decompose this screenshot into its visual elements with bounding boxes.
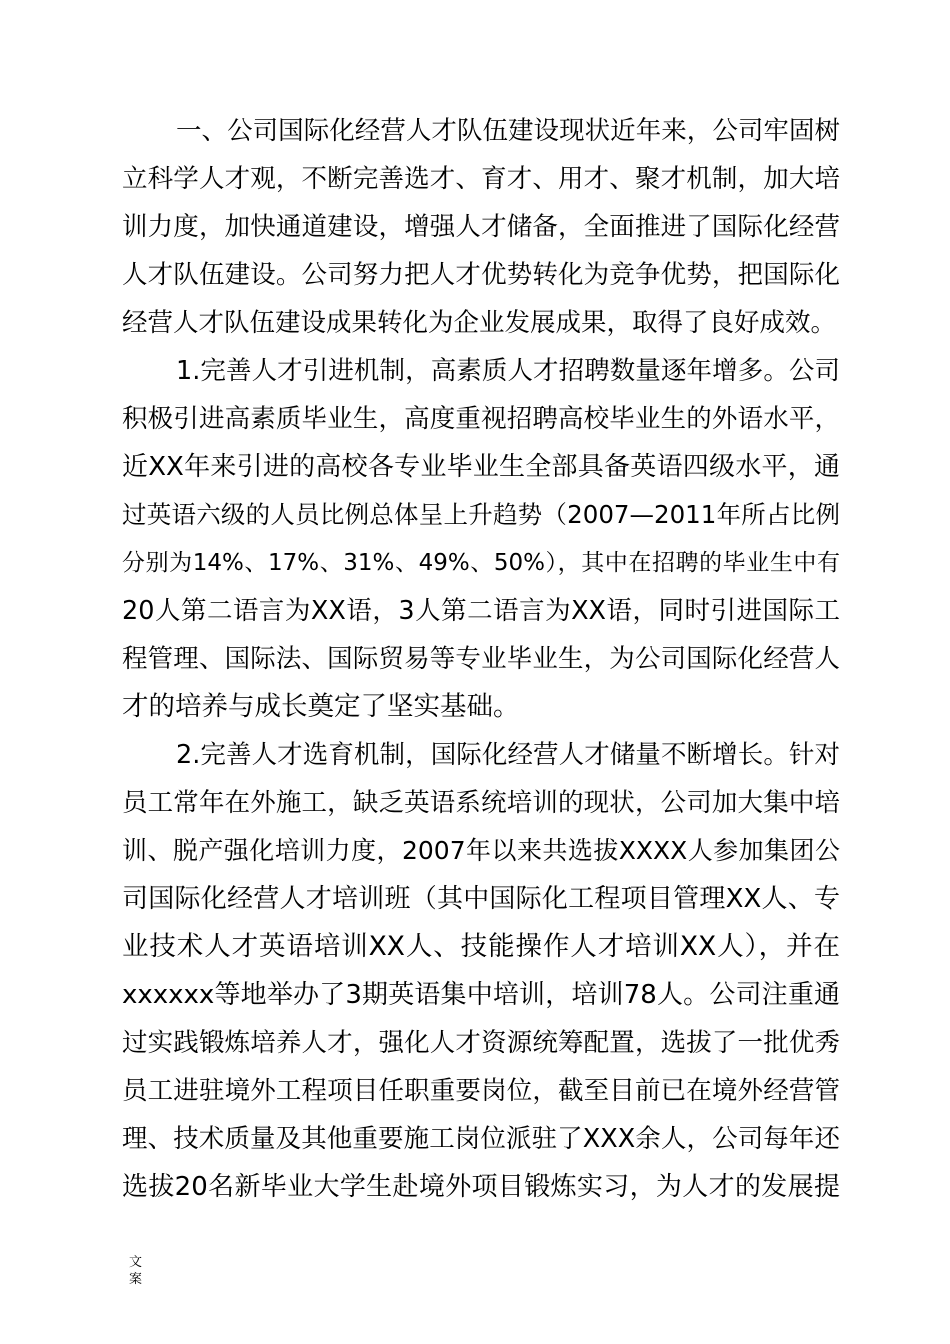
footer-char: 案 [129, 1272, 143, 1287]
text-line: 员工常年在外施工，缺乏英语系统培训的现状，公司加大集中培 [122, 788, 840, 818]
body-text [122, 107, 840, 1211]
text-line: 过英语六级的人员比例总体呈上升趋势（2007—2011年所占比例 [122, 500, 840, 529]
text-line: 1.完善人才引进机制，高素质人才招聘数量逐年增多。公司 [176, 356, 840, 386]
text-line: 分别为14%、17%、31%、49%、50%），其中在招聘的毕业生中有 [122, 550, 840, 576]
text-line: 司国际化经营人才培训班（其中国际化工程项目管理XX人、专 [122, 884, 840, 914]
text-line: xxxxxx等地举办了3期英语集中培训，培训78人。公司注重通 [122, 980, 840, 1010]
text-line: 一、公司国际化经营人才队伍建设现状近年来，公司牢固树 [176, 116, 840, 146]
text-line: 立科学人才观，不断完善选才、育才、用才、聚才机制，加大培 [122, 164, 840, 194]
text-line: 训力度，加快通道建设，增强人才储备，全面推进了国际化经营 [122, 212, 840, 242]
footer-label [129, 1254, 145, 1288]
text-line: 才的培养与成长奠定了坚实基础。 [122, 691, 520, 722]
text-line: 近XX年来引进的高校各专业毕业生全部具备英语四级水平，通 [122, 452, 840, 482]
text-line: 理、技术质量及其他重要施工岗位派驻了XXX余人，公司每年还 [122, 1124, 840, 1154]
text-line: 选拔20名新毕业大学生赴境外项目锻炼实习，为人才的发展提 [122, 1172, 840, 1202]
text-line: 人才队伍建设。公司努力把人才优势转化为竞争优势，把国际化 [122, 260, 840, 290]
text-line: 2.完善人才选育机制，国际化经营人才储量不断增长。针对 [176, 740, 840, 770]
text-line: 过实践锻炼培养人才，强化人才资源统筹配置，选拔了一批优秀 [122, 1028, 840, 1058]
text-line: 程管理、国际法、国际贸易等专业毕业生，为公司国际化经营人 [122, 644, 840, 674]
text-line: 业技术人才英语培训XX人、技能操作人才培训XX人），并在 [122, 931, 840, 962]
text-line: 员工进驻境外工程项目任职重要岗位，截至目前已在境外经营管 [122, 1076, 840, 1106]
footer-char: 文 [129, 1255, 143, 1270]
text-line: 积极引进高素质毕业生，高度重视招聘高校毕业生的外语水平， [122, 404, 840, 434]
text-line: 20人第二语言为XX语，3人第二语言为XX语，同时引进国际工 [122, 596, 840, 626]
text-line: 经营人才队伍建设成果转化为企业发展成果，取得了良好成效。 [122, 308, 837, 338]
text-line: 训、脱产强化培训力度，2007年以来共选拔XXXX人参加集团公 [122, 836, 840, 865]
